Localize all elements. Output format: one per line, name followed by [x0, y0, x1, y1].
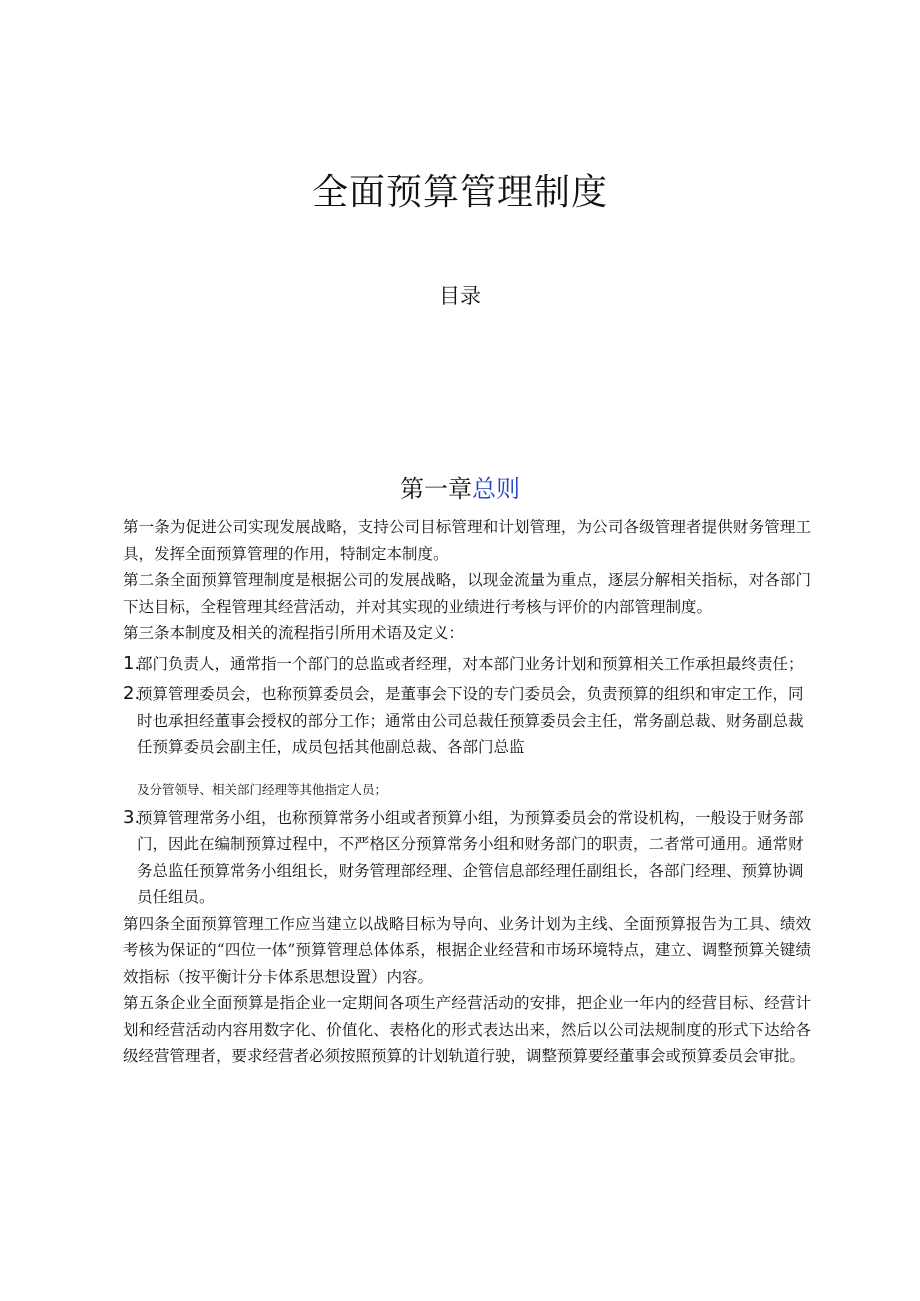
article-1: 第一条为促进公司实现发展战略，支持公司目标管理和计划管理，为公司各级管理者提供财务管理工具，发挥全面预算管理的作用，特制定本制度。 [123, 518, 811, 563]
list-text: 预算管理委员会，也称预算委员会，是董事会下设的专门委员会，负责预算的组织和审定工作，同时也承担经董事会授权的部分工作；通常由公司总裁任预算委员会主任，常务副总裁、财务副总裁任预算委员会副主任，成员包括其他副总裁、各部门总监 [137, 685, 804, 756]
definition-item-1 [123, 651, 811, 678]
chapter-heading [0, 469, 920, 504]
definition-item-3 [123, 805, 811, 911]
article-4: 第四条全面预算管理工作应当建立以战略目标为导向、业务计划为主线、全面预算报告为工具、绩效考核为保证的“四位一体”预算管理总体体系，根据企业经营和市场环境特点，建立、调整预算关键绩效指标（按平衡计分卡体系思想设置）内容。 [123, 914, 811, 986]
list-number: 3. [123, 806, 141, 828]
item-2-continuation: 及分管领导、相关部门经理等其他指定人员； [137, 781, 388, 797]
chapter-name: 总则 [472, 475, 520, 503]
article-3: 第三条本制度及相关的流程指引所用术语及定义： [123, 624, 465, 642]
list-text: 预算管理常务小组，也称预算常务小组或者预算小组，为预算委员会的常设机构，一般设于财务部门，因此在编制预算过程中，不严格区分预算常务小组和财务部门的职责，二者常可通用。通常财务总监任预算常务小组组长，财务管理部经理、企管信息部经理任副组长，各部门经理、预算协调员任组员。 [137, 808, 804, 906]
list-text: 部门负责人，通常指一个部门的总监或者经理，对本部门业务计划和预算相关工作承担最终责任； [137, 654, 804, 673]
chapter-prefix: 第一章 [400, 475, 472, 503]
list-number: 1. [123, 652, 141, 674]
toc-heading: 目录 [439, 284, 481, 308]
list-number: 2. [123, 683, 141, 704]
article-2: 第二条全面预算管理制度是根据公司的发展战略，以现金流量为重点，逐层分解相关指标，对各部门下达目标，全程管理其经营活动，并对其实现的业绩进行考核与评价的内部管理制度。 [123, 571, 811, 616]
document-body [123, 514, 811, 1070]
article-5: 第五条企业全面预算是指企业一定期间各项生产经营活动的安排，把企业一年内的经营目标、经营计划和经营活动内容用数字化、价值化、表格化的形式表达出来，然后以公司法规制度的形式下达给各级经营管理者，要求经营者必须按照预算的计划轨道行驶，调整预算要经董事会或预算委员会审批。 [123, 994, 811, 1065]
definition-item-2 [123, 681, 811, 761]
document-title: 全面预算管理制度 [311, 172, 608, 213]
